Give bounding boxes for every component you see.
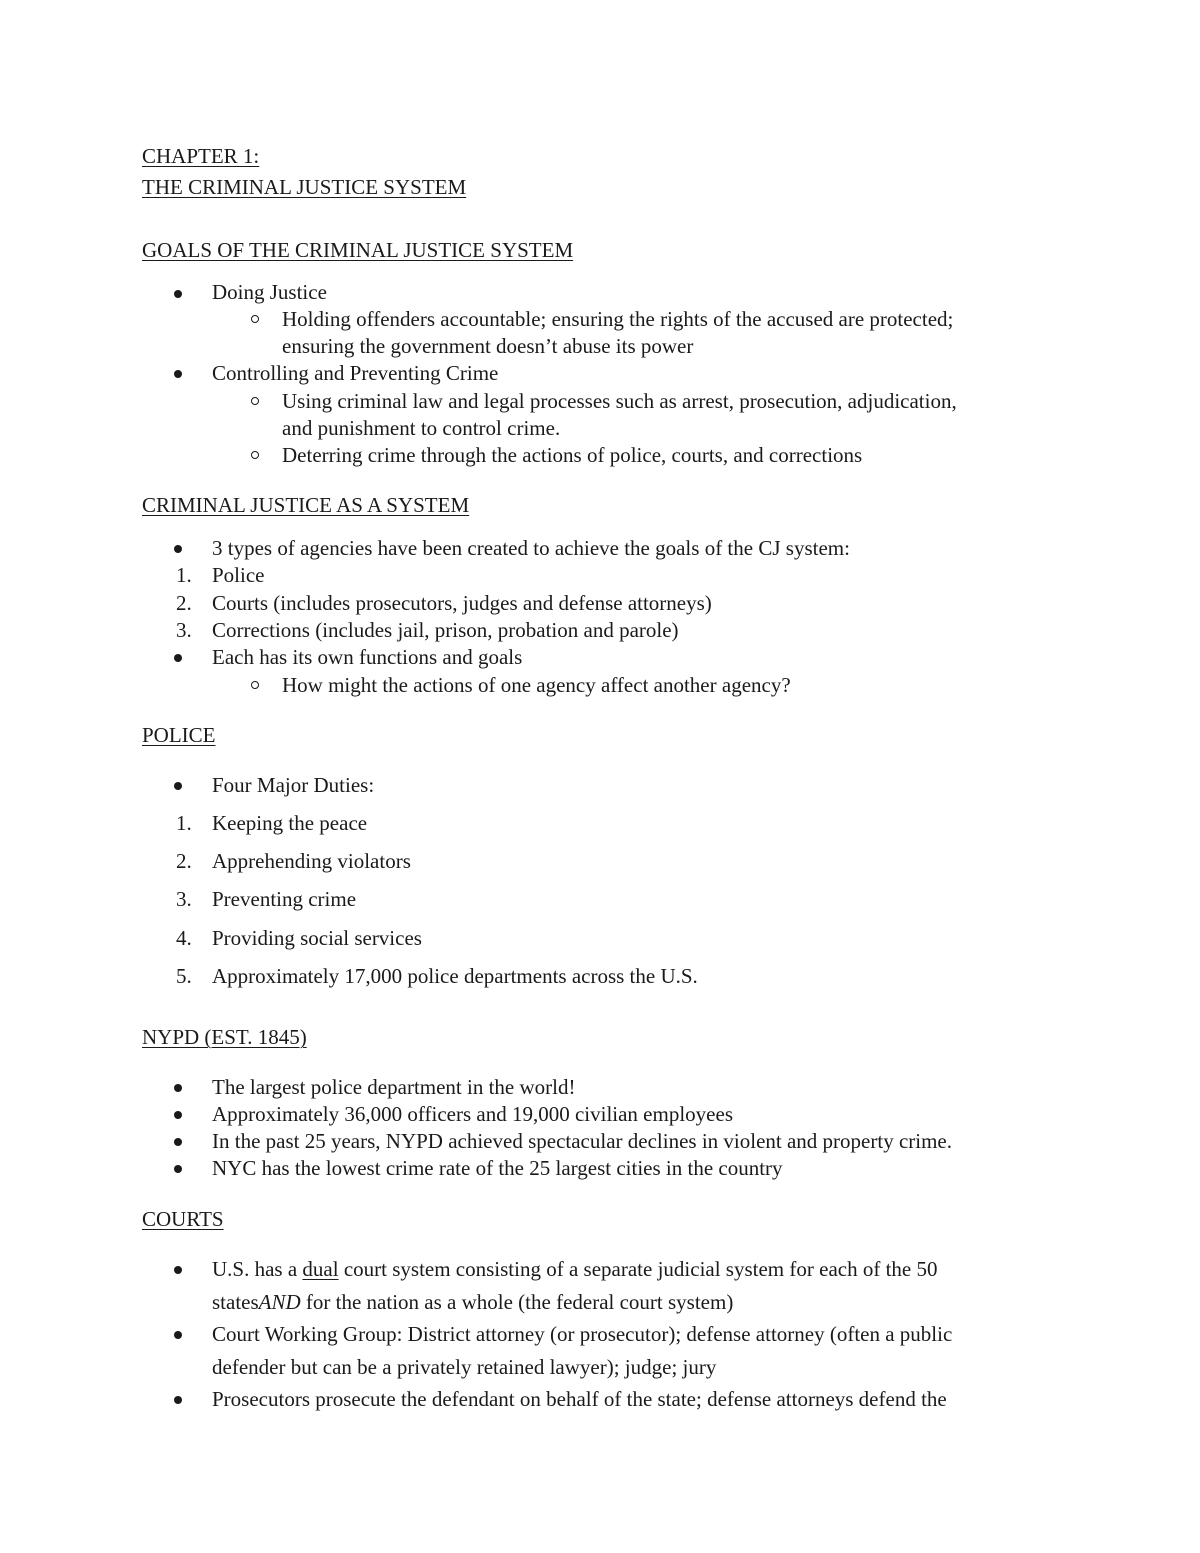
courts-heading: COURTS — [142, 1207, 224, 1231]
list-number: 5. — [176, 964, 192, 988]
emphasis-term: AND — [258, 1290, 301, 1314]
list-number: 3. — [176, 618, 192, 642]
list-item: How might the actions of one agency affect another agency? — [282, 673, 791, 697]
list-item: Deterring crime through the actions of police, courts, and corrections — [282, 443, 863, 467]
list-item-continued: defender but can be a privately retained lawyer); judge; jury — [212, 1355, 717, 1379]
text-run: states — [212, 1290, 259, 1314]
list-item: Doing Justice — [212, 280, 327, 304]
list-item-continued: ensuring the government doesn’t abuse its power — [282, 334, 694, 358]
list-item: Each has its own functions and goals — [212, 645, 523, 669]
list-item: Courts (includes prosecutors, judges and defense attorneys) — [212, 591, 712, 615]
list-number: 2. — [176, 591, 192, 615]
text-run: U.S. has a — [212, 1257, 303, 1281]
system-heading: CRIMINAL JUSTICE AS A SYSTEM — [142, 493, 470, 517]
list-item — [212, 1259, 938, 1280]
chapter-title: THE CRIMINAL JUSTICE SYSTEM — [142, 175, 467, 199]
list-item: Four Major Duties: — [212, 773, 375, 797]
list-item: Prosecutors prosecute the defendant on behalf of the state; defense attorneys defend the — [212, 1387, 947, 1411]
bullet-icon — [174, 1084, 182, 1092]
nypd-heading: NYPD (EST. 1845) — [142, 1025, 307, 1049]
bullet-icon — [174, 1331, 182, 1339]
hollow-bullet-icon — [251, 681, 259, 689]
bullet-icon — [174, 370, 182, 378]
list-item: Approximately 17,000 police departments across the U.S. — [212, 964, 698, 988]
list-item-continued — [212, 1292, 733, 1313]
list-item: Court Working Group: District attorney (or prosecutor); defense attorney (often a public — [212, 1322, 953, 1346]
list-item: Keeping the peace — [212, 811, 368, 835]
hollow-bullet-icon — [251, 315, 259, 323]
list-item: The largest police department in the world! — [212, 1075, 576, 1099]
bullet-icon — [174, 654, 182, 662]
list-item-continued: and punishment to control crime. — [282, 416, 561, 440]
bullet-icon — [174, 1111, 182, 1119]
text-run: for the nation as a whole (the federal court system) — [300, 1290, 734, 1314]
list-number: 1. — [176, 811, 192, 835]
list-item: Holding offenders accountable; ensuring the rights of the accused are protected; — [282, 307, 954, 331]
police-heading: POLICE — [142, 723, 216, 747]
list-item: Police — [212, 563, 265, 587]
hollow-bullet-icon — [251, 397, 259, 405]
list-item: Providing social services — [212, 926, 422, 950]
bullet-icon — [174, 1266, 182, 1274]
list-item: Using criminal law and legal processes such as arrest, prosecution, adjudication, — [282, 389, 957, 413]
list-number: 2. — [176, 849, 192, 873]
goals-heading: GOALS OF THE CRIMINAL JUSTICE SYSTEM — [142, 238, 574, 262]
list-item: Preventing crime — [212, 887, 357, 911]
bullet-icon — [174, 290, 182, 298]
bullet-icon — [174, 1396, 182, 1404]
list-item: Controlling and Preventing Crime — [212, 361, 499, 385]
bullet-icon — [174, 1165, 182, 1173]
list-item: Approximately 36,000 officers and 19,000 civilian employees — [212, 1102, 733, 1126]
bullet-icon — [174, 1138, 182, 1146]
hollow-bullet-icon — [251, 451, 259, 459]
underlined-term: dual — [302, 1257, 339, 1281]
list-item: Apprehending violators — [212, 849, 411, 873]
list-number: 4. — [176, 926, 192, 950]
list-item: NYC has the lowest crime rate of the 25 largest cities in the country — [212, 1156, 783, 1180]
list-item: 3 types of agencies have been created to achieve the goals of the CJ system: — [212, 536, 850, 560]
list-item: In the past 25 years, NYPD achieved spectacular declines in violent and property crime. — [212, 1129, 952, 1153]
text-run: court system consisting of a separate judicial system for each of the 50 — [338, 1257, 938, 1281]
list-number: 1. — [176, 563, 192, 587]
list-number: 3. — [176, 887, 192, 911]
list-item: Corrections (includes jail, prison, probation and parole) — [212, 618, 679, 642]
bullet-icon — [174, 545, 182, 553]
bullet-icon — [174, 782, 182, 790]
chapter-number: CHAPTER 1: — [142, 144, 260, 168]
